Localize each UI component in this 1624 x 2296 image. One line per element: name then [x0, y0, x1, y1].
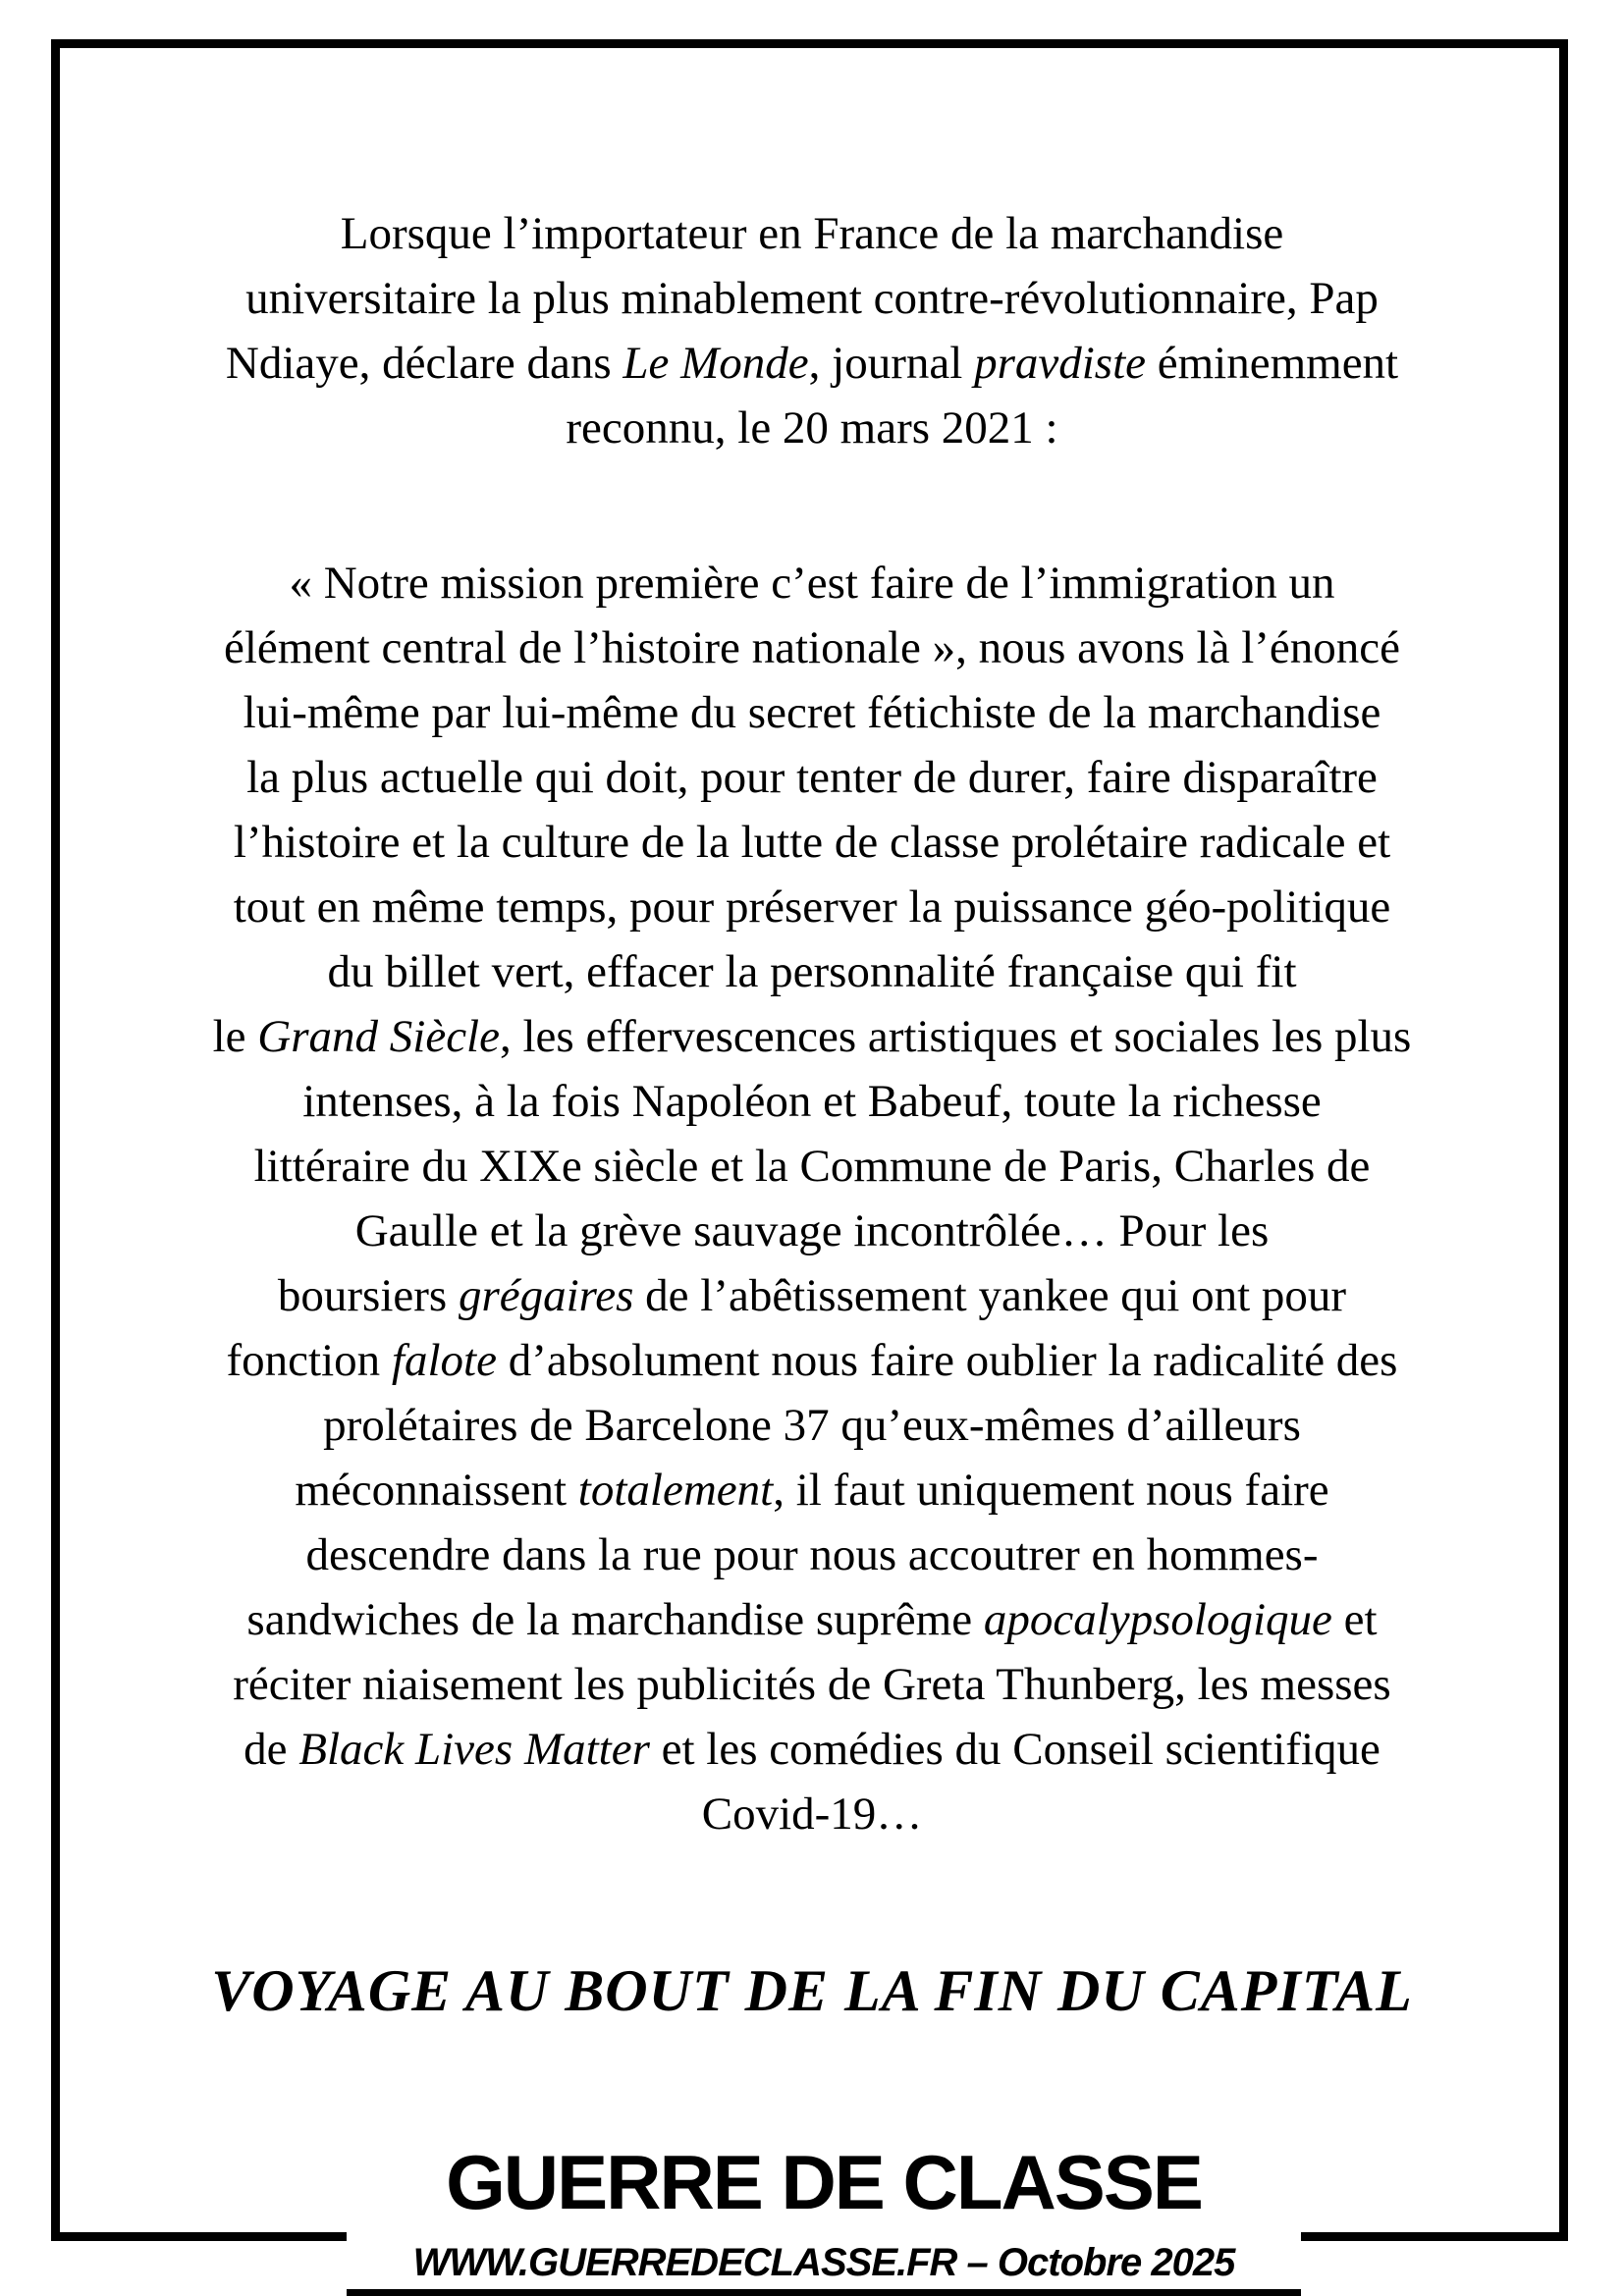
- text-line: [69, 331, 1555, 396]
- text-segment: de l’abêtissement yankee qui ont pour: [633, 1270, 1347, 1321]
- text-line: [69, 1652, 1555, 1717]
- text-segment: tout en même temps, pour préserver la puissance géo-politique: [233, 881, 1391, 933]
- text-segment: boursiers: [277, 1270, 459, 1321]
- italic-text-segment: Black Lives Matter: [298, 1724, 650, 1775]
- text-line: [69, 615, 1555, 680]
- text-segment: Ndiaye, déclare dans: [225, 338, 623, 389]
- text-line: [69, 396, 1555, 460]
- text-line: [69, 551, 1555, 615]
- text-segment: Covid-19…: [701, 1789, 923, 1840]
- document-title: VOYAGE AU BOUT DE LA FIN DU CAPITAL: [211, 1958, 1413, 2023]
- text-segment: la plus actuelle qui doit, pour tenter de durer, faire disparaître: [246, 752, 1378, 803]
- page-content: [69, 48, 1555, 2025]
- italic-text-segment: Le Monde: [623, 338, 809, 389]
- text-segment: prolétaires de Barcelone 37 qu’eux-mêmes d’ailleurs: [323, 1400, 1301, 1451]
- text-line: [69, 201, 1555, 266]
- text-segment: du billet vert, effacer la personnalité française qui fit: [327, 946, 1297, 997]
- italic-text-segment: pravdiste: [974, 338, 1146, 389]
- text-segment: Gaulle et la grève sauvage incontrôlée… Pour les: [354, 1205, 1270, 1256]
- article-body: [69, 201, 1555, 1846]
- logo-bottom-rule: [347, 2289, 1301, 2296]
- text-segment: élément central de l’histoire nationale », nous avons là l’énoncé: [223, 622, 1401, 673]
- text-segment: et les comédies du Conseil scientifique: [649, 1724, 1380, 1775]
- text-line: [69, 1522, 1555, 1587]
- text-segment: d’absolument nous faire oublier la radicalité des: [496, 1335, 1398, 1386]
- text-segment: éminemment: [1145, 338, 1399, 389]
- text-line: [69, 1328, 1555, 1393]
- text-line: [69, 680, 1555, 745]
- text-line: [69, 1717, 1555, 1782]
- text-segment: « Notre mission première c’est faire de l’immigration un: [289, 558, 1335, 609]
- text-line: [69, 1587, 1555, 1652]
- text-line: [69, 1458, 1555, 1522]
- text-line: [69, 266, 1555, 331]
- text-segment: fonction: [226, 1335, 392, 1386]
- italic-text-segment: falote: [391, 1335, 497, 1386]
- text-segment: , journal: [808, 338, 975, 389]
- text-segment: lui-même par lui-même du secret fétichiste de la marchandise: [243, 687, 1381, 738]
- text-segment: reconnu, le 20 mars 2021 :: [566, 402, 1058, 454]
- text-segment: de: [244, 1724, 299, 1775]
- text-line: [69, 1393, 1555, 1458]
- footer-logo-block: [347, 2120, 1301, 2296]
- text-segment: littéraire du XIXe siècle et la Commune de Paris, Charles de: [253, 1141, 1371, 1192]
- text-segment: Lorsque l’importateur en France de la marchandise: [340, 208, 1284, 259]
- text-segment: et: [1331, 1594, 1378, 1645]
- paragraph: [69, 551, 1555, 1846]
- text-line: [69, 939, 1555, 1004]
- text-line: [69, 1199, 1555, 1263]
- text-segment: le: [212, 1011, 258, 1062]
- text-segment: descendre dans la rue pour nous accoutrer en hommes-: [305, 1529, 1319, 1580]
- text-segment: réciter niaisement les publicités de Greta Thunberg, les messes: [233, 1659, 1391, 1710]
- italic-text-segment: totalement: [577, 1465, 774, 1516]
- text-segment: , les effervescences artistiques et sociales les plus: [499, 1011, 1412, 1062]
- text-segment: sandwiches de la marchandise suprême: [246, 1594, 984, 1645]
- paragraph: [69, 201, 1555, 460]
- text-line: [69, 1263, 1555, 1328]
- italic-text-segment: Grand Siècle: [257, 1011, 500, 1062]
- text-line: [69, 745, 1555, 810]
- text-line: [69, 875, 1555, 939]
- text-line: [69, 1069, 1555, 1134]
- text-segment: méconnaissent: [295, 1465, 578, 1516]
- text-line: [69, 1134, 1555, 1199]
- text-line: [69, 810, 1555, 875]
- italic-text-segment: grégaires: [458, 1270, 634, 1321]
- text-segment: intenses, à la fois Napoléon et Babeuf, toute la richesse: [302, 1076, 1322, 1127]
- text-line: [69, 1004, 1555, 1069]
- text-line: [69, 1782, 1555, 1846]
- text-segment: universitaire la plus minablement contre-révolutionnaire, Pap: [245, 273, 1379, 324]
- text-segment: l’histoire et la culture de la lutte de classe prolétaire radicale et: [233, 817, 1391, 868]
- italic-text-segment: apocalypsologique: [983, 1594, 1332, 1645]
- text-segment: , il faut uniquement nous faire: [773, 1465, 1329, 1516]
- guerre-de-classe-logo: GUERRE DE CLASSE: [446, 2139, 1202, 2225]
- website-tagline: WWW.GUERREDECLASSE.FR – Octobre 2025: [412, 2241, 1235, 2284]
